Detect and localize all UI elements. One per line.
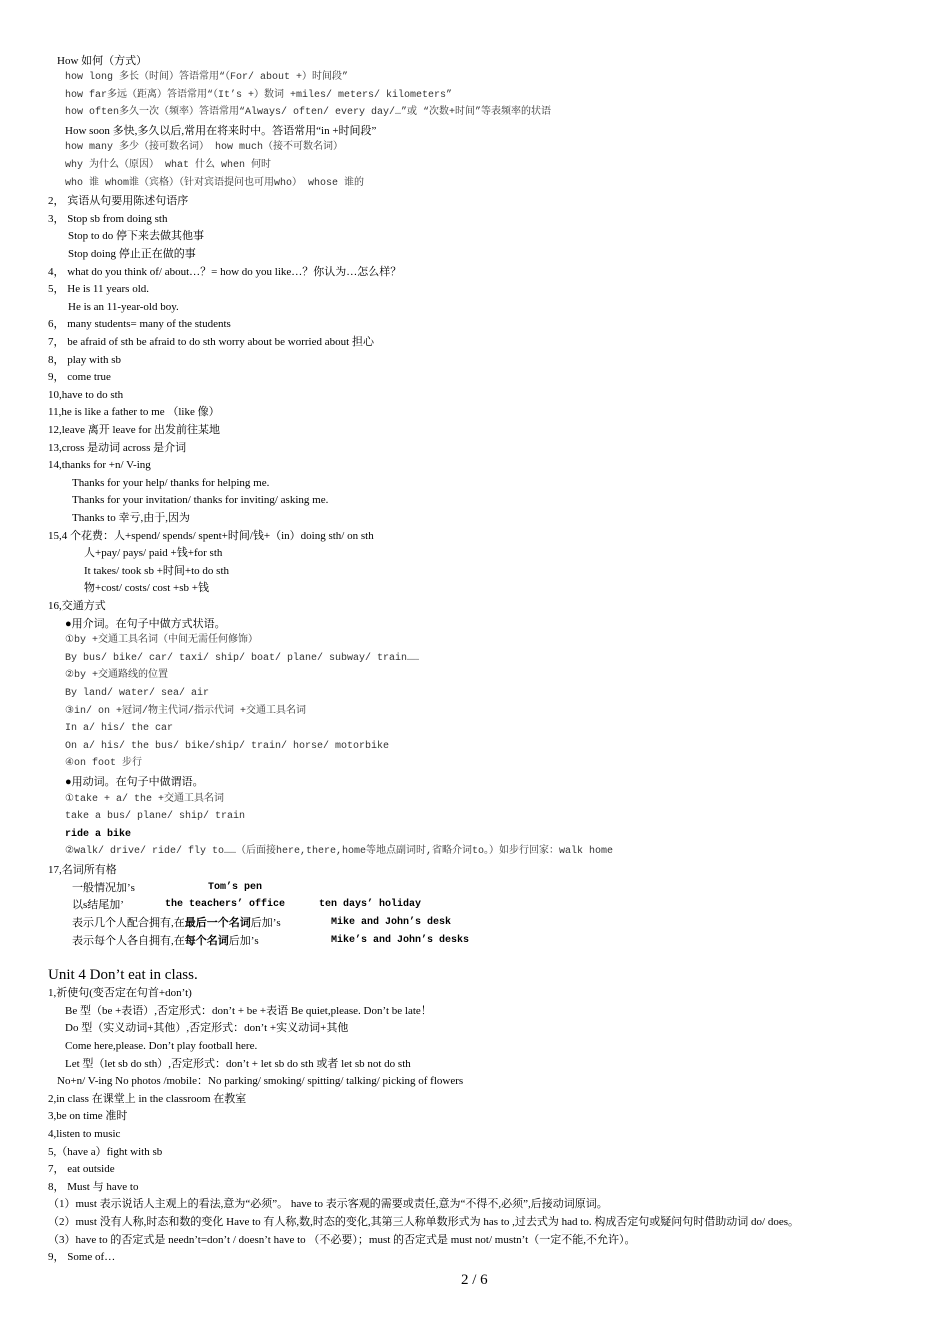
text-line: （2）must 没有人称,时态和数的变化 Have to 有人称,数,时态的变化,其第三人称单数形式为 has to ,过去式为 had to. 构成否定句或疑问句时借助动词 do/ does。 bbox=[48, 1216, 800, 1228]
text-line: 9， Some of… bbox=[48, 1251, 116, 1263]
text-line: He is an 11-year-old boy. bbox=[68, 301, 179, 313]
text-span: 表示几个人配合拥有,在 bbox=[72, 917, 185, 929]
text-line: 8， Must 与 have to bbox=[48, 1181, 139, 1193]
text-line: 17,名词所有格 bbox=[48, 864, 117, 876]
text-line: the teachers’ office bbox=[165, 899, 286, 910]
text-line: （1）must 表示说话人主观上的看法,意为“必须”。 have to 表示客观的需要或责任,意为“不得不,必须”,后接动词原词。 bbox=[48, 1198, 608, 1210]
text-line: 物+cost/ costs/ cost +sb +钱 bbox=[84, 582, 209, 594]
text-line: 12,leave 离开 leave for 出发前往某地 bbox=[48, 424, 220, 436]
text-line: ③in/ on +冠词/物主代词/指示代词 +交通工具名词 bbox=[65, 706, 306, 717]
text-line bbox=[72, 916, 281, 930]
text-line: By land/ water/ sea/ air bbox=[65, 688, 210, 699]
text-line: Tom’s pen bbox=[208, 882, 263, 893]
text-span: 后加’s bbox=[250, 917, 281, 929]
text-line: ①by +交通工具名词（中间无需任何修饰） bbox=[65, 635, 258, 646]
text-line: ①take + a/ the +交通工具名词 bbox=[65, 794, 224, 805]
text-line: Mike and John’s desk bbox=[331, 917, 452, 928]
text-span-bold: 每个名词 bbox=[184, 935, 229, 947]
text-line: ②walk/ drive/ ride/ fly to……（后面接here,there,home等地点副词时,省略介词to。）如步行回家：walk home bbox=[65, 846, 614, 857]
text-line: 3， Stop sb from doing sth bbox=[48, 213, 168, 225]
text-line: In a/ his/ the car bbox=[65, 723, 174, 734]
text-line: 8， play with sb bbox=[48, 354, 122, 366]
text-line: How soon 多快,多久以后,常用在将来时中。答语常用“in +时间段” bbox=[65, 125, 377, 137]
page-number: 2 / 6 bbox=[461, 1272, 488, 1288]
text-line: 1,祈使句(变否定在句首+don’t) bbox=[48, 987, 192, 999]
text-line: ●用动词。在句子中做谓语。 bbox=[65, 776, 204, 788]
text-line: Thanks for your invitation/ thanks for inviting/ asking me. bbox=[72, 494, 329, 506]
text-line: how long 多长（时间）答语常用“（For/ about +）时间段” bbox=[65, 72, 349, 83]
text-line: ●用介词。在句子中做方式状语。 bbox=[65, 618, 226, 630]
text-line: why 为什么（原因） what 什么 when 何时 bbox=[65, 160, 272, 171]
text-line: 14,thanks for +n/ V-ing bbox=[48, 459, 151, 471]
text-line: 人+pay/ pays/ paid +钱+for sth bbox=[84, 547, 223, 559]
text-line: It takes/ took sb +时间+to do sth bbox=[84, 565, 230, 577]
text-line: ride a bike bbox=[65, 829, 132, 840]
text-line: By bus/ bike/ car/ taxi/ ship/ boat/ plane/ subway/ train…… bbox=[65, 653, 420, 664]
text-line: ④on foot 步行 bbox=[65, 758, 142, 769]
text-line: Come here,please. Don’t play football here. bbox=[65, 1040, 258, 1052]
text-line bbox=[72, 934, 259, 948]
text-line: 11,he is like a father to me （like 像） bbox=[48, 406, 220, 418]
text-line: （3）have to 的否定式是 needn’t=don’t / doesn’t have to （不必要）；must 的否定式是 must not/ mustn’t（一定不能,不允许）。 bbox=[48, 1234, 636, 1246]
text-span: 表示每个人各自拥有,在 bbox=[72, 935, 185, 947]
text-line: Stop doing 停止正在做的事 bbox=[68, 248, 196, 260]
text-line: 3,be on time 准时 bbox=[48, 1110, 128, 1122]
text-line: how far多远（距离）答语常用“（It’s +）数词 +miles/ meters/ kilometers” bbox=[65, 90, 453, 101]
text-line: 13,cross 是动词 across 是介词 bbox=[48, 442, 187, 454]
text-line: Mike’s and John’s desks bbox=[331, 935, 470, 946]
text-line: who 谁 whom谁（宾格）（针对宾语提问也可用who） whose 谁的 bbox=[65, 178, 365, 189]
text-line: Do 型（实义动词+其他）,否定形式：don’t +实义动词+其他 bbox=[65, 1022, 349, 1034]
text-line: take a bus/ plane/ ship/ train bbox=[65, 811, 246, 822]
unit-heading: Unit 4 Don’t eat in class. bbox=[48, 967, 198, 983]
text-line: 一般情况加’s bbox=[72, 882, 135, 894]
text-line: 4， what do you think of/ about…？= how do you like…？你认为…怎么样？ bbox=[48, 266, 402, 278]
text-line: 10,have to do sth bbox=[48, 389, 124, 401]
text-line: how often多久一次（频率）答语常用“Always/ often/ every day/…”或 “次数+时间”等表频率的状语 bbox=[65, 107, 552, 118]
text-line: How 如何（方式） bbox=[57, 55, 148, 67]
text-line: No+n/ V-ing No photos /mobile：No parking/ smoking/ spitting/ talking/ picking of flowers bbox=[57, 1075, 464, 1087]
text-line: Thanks to 幸亏,由于,因为 bbox=[72, 512, 190, 524]
text-line: 15,4 个花费：人+spend/ spends/ spent+时间/钱+（in）doing sth/ on sth bbox=[48, 530, 374, 542]
text-line: 7， eat outside bbox=[48, 1163, 115, 1175]
text-line: Stop to do 停下来去做其他事 bbox=[68, 230, 204, 242]
text-line: 6， many students= many of the students bbox=[48, 318, 231, 330]
text-line: Thanks for your help/ thanks for helping me. bbox=[72, 477, 270, 489]
text-line: ②by +交通路线的位置 bbox=[65, 670, 168, 681]
text-line: ten days’ holiday bbox=[319, 899, 422, 910]
text-line: 9， come true bbox=[48, 371, 111, 383]
text-span: 后加’s bbox=[228, 935, 259, 947]
text-line: 16,交通方式 bbox=[48, 600, 106, 612]
text-line: 5,（have a）fight with sb bbox=[48, 1146, 163, 1158]
text-span-bold: 最后一个名词 bbox=[184, 917, 251, 929]
text-line: 7， be afraid of sth be afraid to do sth worry about be worried about 担心 bbox=[48, 336, 374, 348]
text-line: 以s结尾加’ bbox=[72, 899, 124, 911]
text-line: how many 多少（接可数名词） how much（接不可数名词） bbox=[65, 142, 344, 153]
text-line: 2,in class 在课堂上 in the classroom 在教室 bbox=[48, 1093, 247, 1105]
text-line: On a/ his/ the bus/ bike/ship/ train/ horse/ motorbike bbox=[65, 741, 390, 752]
text-line: 5， He is 11 years old. bbox=[48, 283, 150, 295]
text-line: Be 型（be +表语）,否定形式：don’t + be +表语 Be quiet,please. Don’t be late！ bbox=[65, 1005, 432, 1017]
text-line: Let 型（let sb do sth）,否定形式：don’t + let sb do sth 或者 let sb not do sth bbox=[65, 1058, 411, 1070]
text-line: 4,listen to music bbox=[48, 1128, 121, 1140]
text-line: 2， 宾语从句要用陈述句语序 bbox=[48, 195, 189, 207]
